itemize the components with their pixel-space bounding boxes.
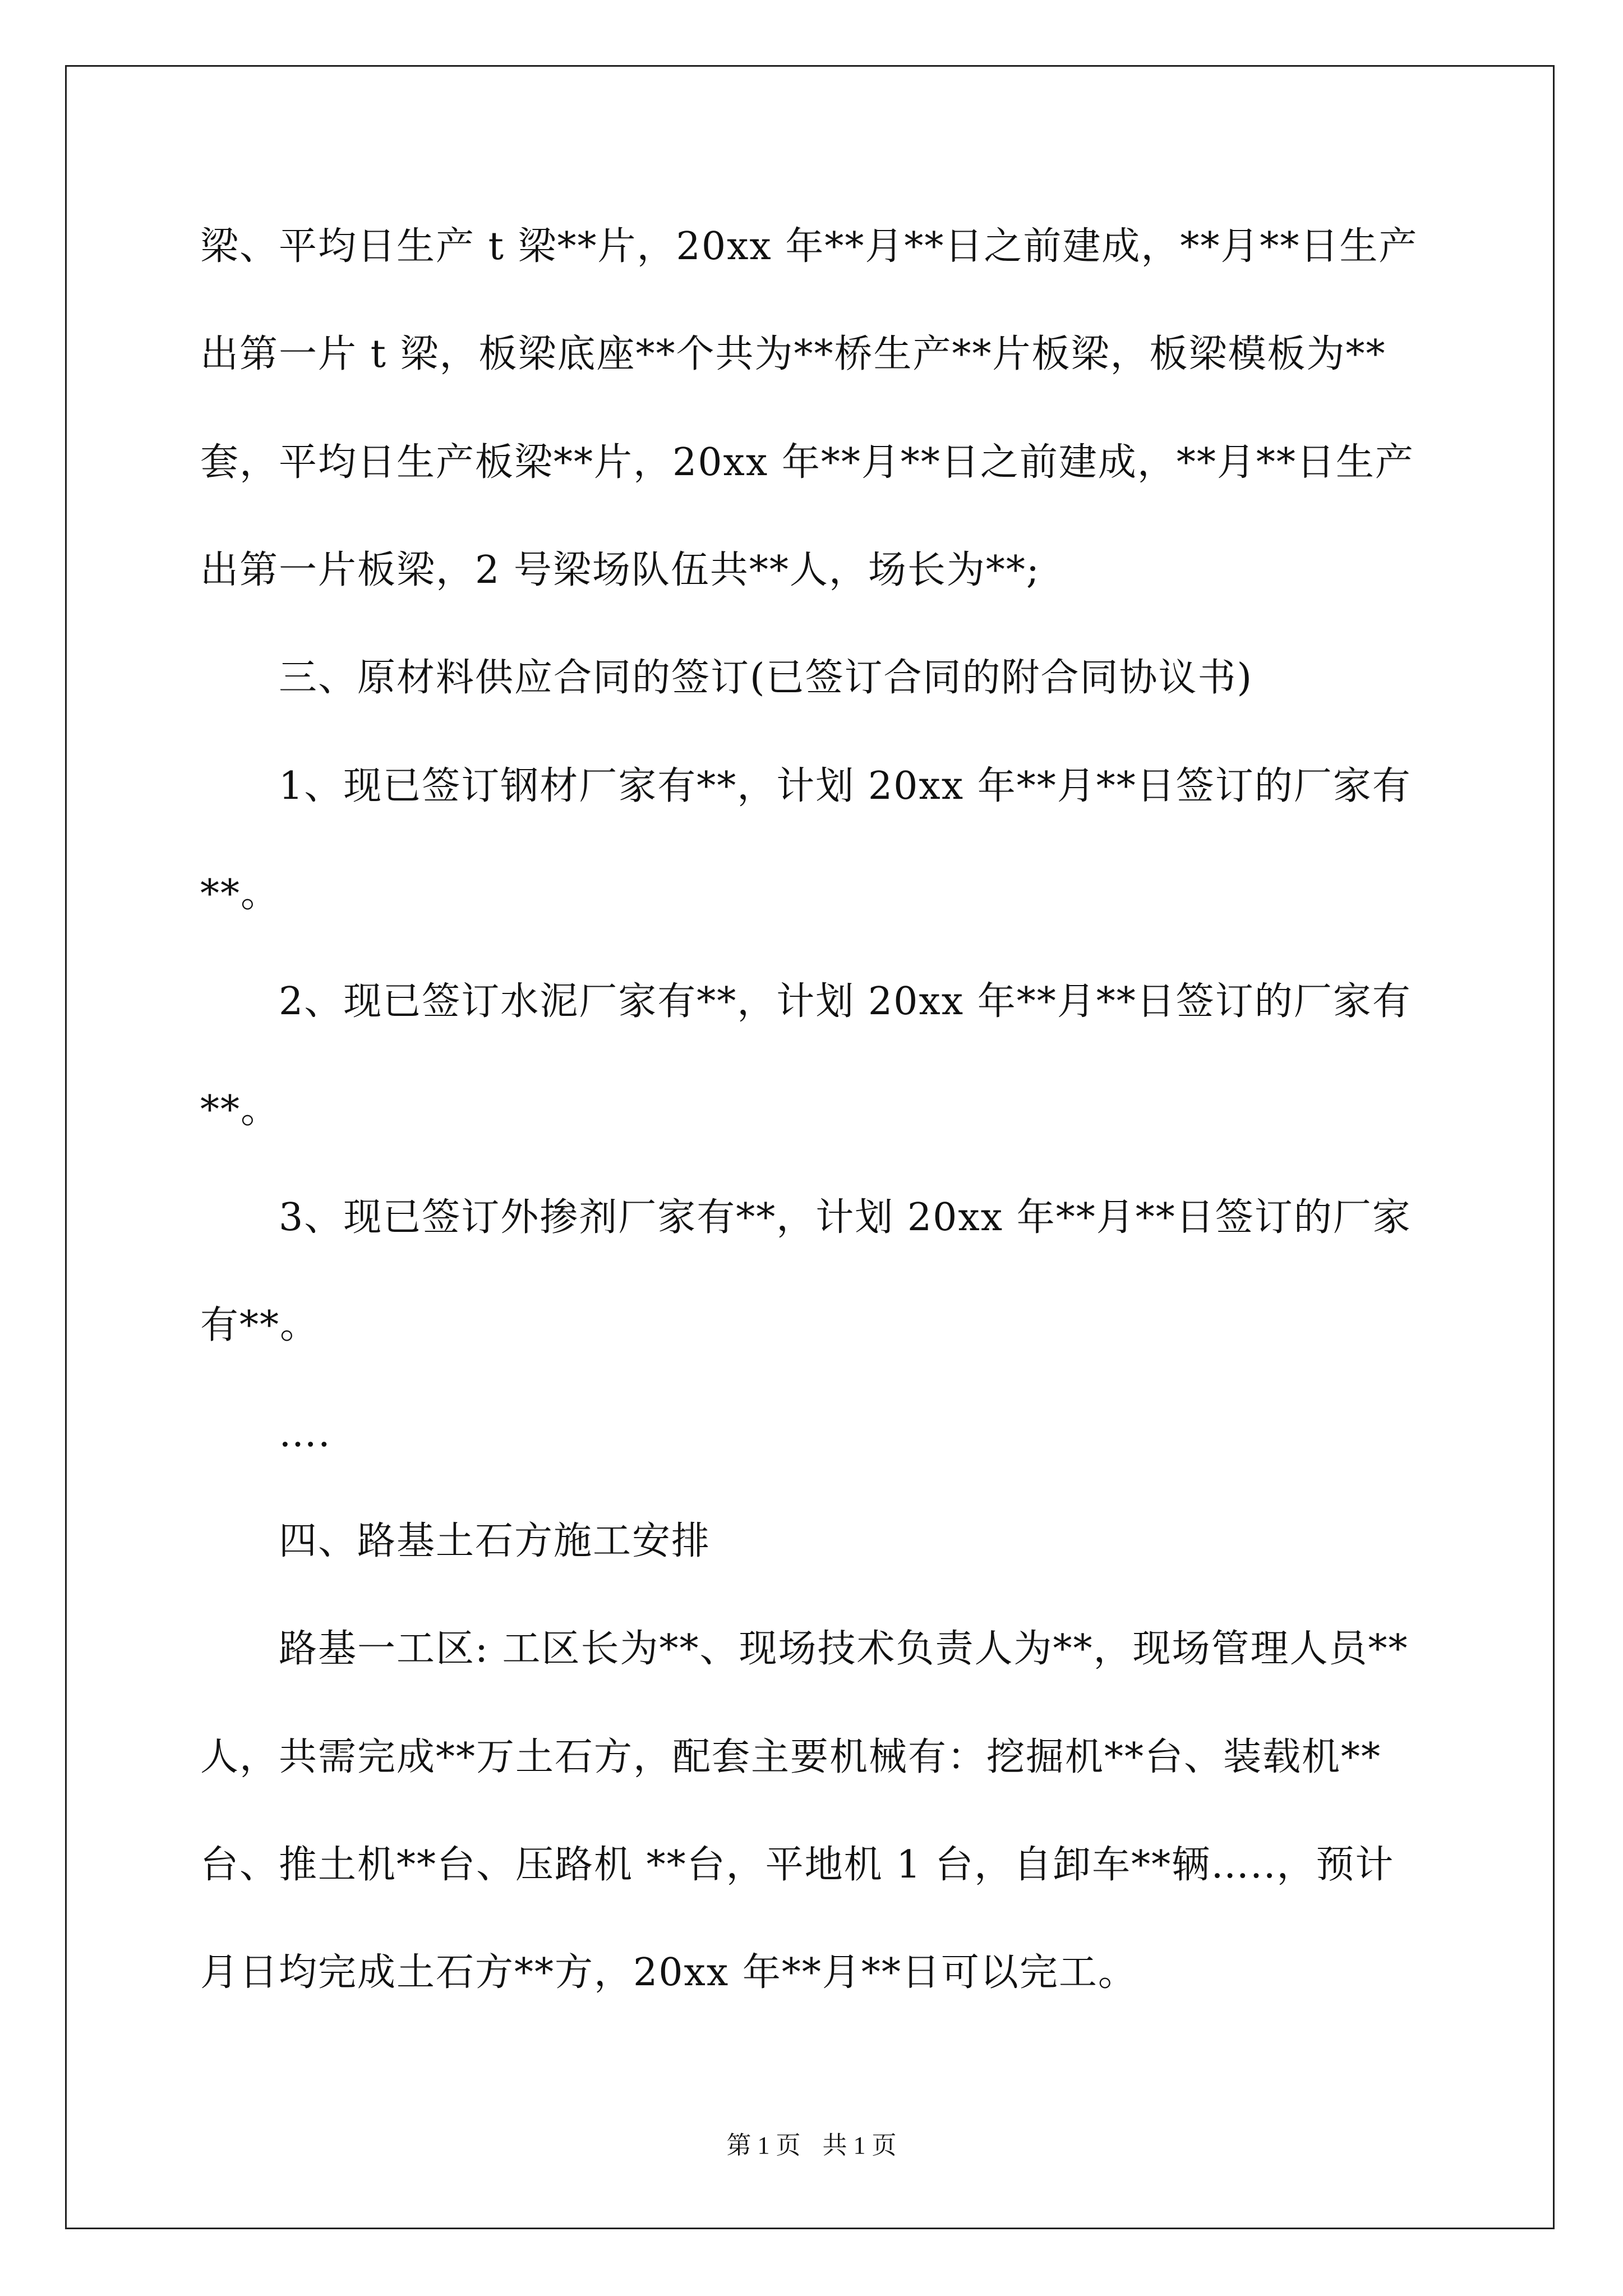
page-number: 第 1 页 bbox=[726, 2132, 801, 2159]
body-line: **。 bbox=[200, 1088, 280, 1132]
section-heading: 三、原材料供应合同的签订(已签订合同的附合同协议书) bbox=[279, 656, 1253, 700]
body-line: 3、现已签订外掺剂厂家有**，计划 20xx 年**月**日签订的厂家 bbox=[279, 1195, 1412, 1240]
body-line: 2、现已签订水泥厂家有**，计划 20xx 年**月**日签订的厂家有 bbox=[279, 979, 1412, 1024]
page-border bbox=[65, 65, 1555, 2229]
body-line: 梁、平均日生产 t 梁**片，20xx 年**月**日之前建成，**月**日生产 bbox=[200, 224, 1418, 269]
page-total: 共 1 页 bbox=[822, 2132, 897, 2159]
section-heading: 四、路基土石方施工安排 bbox=[279, 1519, 711, 1563]
body-line: 有**。 bbox=[200, 1303, 320, 1347]
page-footer bbox=[0, 2129, 1623, 2162]
ellipsis-line: …. bbox=[279, 1411, 331, 1456]
body-line: 人，共需完成**万土石方，配套主要机械有：挖掘机**台、装载机** bbox=[200, 1735, 1382, 1779]
body-line: 出第一片板梁，2 号梁场队伍共**人，场长为**; bbox=[200, 548, 1040, 592]
body-line: 台、推土机**台、压路机 **台，平地机 1 台，自卸车**辆…..，预计 bbox=[200, 1843, 1395, 1887]
body-line: 出第一片 t 梁，板梁底座**个共为**桥生产**片板梁，板梁模板为** bbox=[200, 332, 1386, 376]
body-line: 套，平均日生产板梁**片，20xx 年**月**日之前建成，**月**日生产 bbox=[200, 440, 1414, 485]
body-line: 路基一工区: 工区长为**、现场技术负责人为**，现场管理人员** bbox=[279, 1627, 1409, 1671]
body-line: 1、现已签订钢材厂家有**，计划 20xx 年**月**日签订的厂家有 bbox=[279, 764, 1412, 808]
body-line: 月日均完成土石方**方，20xx 年**月**日可以完工。 bbox=[200, 1950, 1137, 1995]
body-line: **。 bbox=[200, 872, 280, 916]
